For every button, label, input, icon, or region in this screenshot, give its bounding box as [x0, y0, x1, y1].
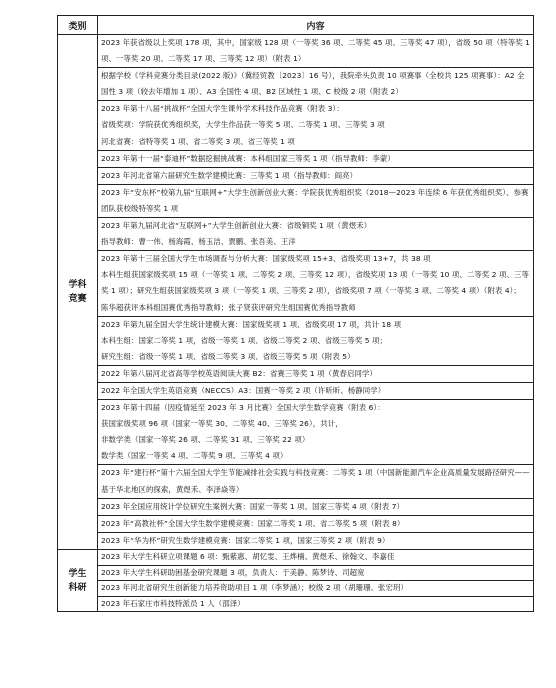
content-cell: 2023 年获省级以上奖项 178 项，其中，国家级 128 项（一等奖 36 项、二等奖 45 项、三等奖 47 项），省级 50 项（特等奖 1 项、一等奖 20 项、二等奖 17 项、三等奖 12 项）（附表 1） — [98, 35, 534, 68]
content-cell: 2023 年第十一届“泰迪杯”数据挖掘挑战赛：本科组国家三等奖 1 项（指导教师：李蒙） — [98, 150, 534, 167]
header-category: 类别 — [58, 16, 98, 35]
table-row — [58, 316, 534, 365]
table-row — [58, 218, 534, 251]
table-row — [58, 498, 534, 515]
content-cell: 根据学校《学科竞赛分类目录(2022 版)》（冀经贸教〔2023〕16 号），我院牵头负责 10 项赛事（全校共 125 项赛事）：A2 全国性 3 项（较去年增加 1 项）、A3 全国性 4 项、B2 区域性 1 项、C 校级 2 项（附表 2） — [98, 68, 534, 101]
table-row — [58, 565, 534, 581]
category-cell — [58, 549, 98, 611]
category-label: 学生科研 — [68, 568, 87, 593]
table-row — [58, 465, 534, 498]
content-cell: 2023 年第九届河北省“互联网+”大学生创新创业大赛：省级铜奖 1 项（黄煜禾） 指导教师：曹一伟、杨海霞、杨玉洁、贾鹏、张吾美、王洋 — [98, 218, 534, 251]
content-cell: 2023 年“建行杯”第十六届全国大学生节能减排社会实践与科技竞赛：二等奖 1 项（中国新能源汽车企业高质量发展路径研究——基于华北地区的探索，黄煜禾、李泽焱等） — [98, 465, 534, 498]
table-row — [58, 596, 534, 612]
header-content: 内容 — [98, 16, 534, 35]
table-row — [58, 150, 534, 167]
table-row — [58, 382, 534, 399]
content-cell: 2023 年第十四届（因疫情延至 2023 年 3 月比赛）全国大学生数学竞赛（附表 6）： 获国家级奖项 96 项（国家一等奖 30、二等奖 40、三等奖 26），共计， 非数学类（国家一等奖 26 项、二等奖 31 项、三等奖 22 项） 数学类（国家一等奖 4 项、二等奖 9 项、三等奖 4 项） — [98, 400, 534, 465]
table-row — [58, 68, 534, 101]
table-row — [58, 400, 534, 465]
table-row — [58, 581, 534, 597]
content-cell: 2023 年“安东杯”校第九届“互联网+”大学生创新创业大赛：学院获优秀组织奖（2018—2023 年连续 6 年获优秀组织奖）、参赛团队获校级特等奖 1 项 — [98, 184, 534, 217]
content-cell: 2023 年“华为杯”研究生数学建模竞赛：国家二等奖 1 项，国家三等奖 2 项（附表 9） — [98, 532, 534, 549]
category-cell — [58, 35, 98, 550]
table-row — [58, 35, 534, 68]
content-cell: 2023 年第十八届“挑战杯”全国大学生课外学术科技作品竞赛（附表 3）： 省级奖项：学院获优秀组织奖，大学生作品获一等奖 5 项、二等奖 1 项、三等奖 3 项 河北省赛：省特等奖 1 项、省二等奖 3 项、省三等奖 1 项 — [98, 101, 534, 150]
table-row — [58, 532, 534, 549]
content-cell: 2022 年第八届河北省高等学校英语阅读大赛 B2：省赛三等奖 1 项（黄春启同学） — [98, 365, 534, 382]
content-cell: 2023 年石家庄市科技特派员 1 人（邵泽） — [98, 596, 534, 612]
content-cell: 2023 年大学生科研助困基金研究课题 3 项，负责人：于美静、陈梦诗、司超宽 — [98, 565, 534, 581]
table-row — [58, 549, 534, 565]
table-row — [58, 515, 534, 532]
table-row — [58, 184, 534, 217]
content-cell: 2023 年第九届全国大学生统计建模大赛：国家级奖项 1 项、省级奖项 17 项，共计 18 项 本科生组：国家二等奖 1 项，省级一等奖 1 项、省级二等奖 2 项、省级三等奖 5 项； 研究生组：省级一等奖 1 项、省级二等奖 3 项、省级三等奖 5 项（附表 5） — [98, 316, 534, 365]
content-cell: 2023 年河北省第六届研究生数学建模比赛：三等奖 1 项（指导教师：阎亮） — [98, 167, 534, 184]
content-cell: 2023 年“高教社杯”全国大学生数学建模竞赛：国家二等奖 1 项、省二等奖 5 项（附表 8） — [98, 515, 534, 532]
content-cell: 2023 年全国应用统计学位研究生案例大赛：国家一等奖 1 项、国家三等奖 4 项（附表 7） — [98, 498, 534, 515]
content-cell: 2023 年大学生科研立项课题 6 项：甄紫惠、胡忆雯、王烨楠、黄煜禾、徐翰文、李嘉佳 — [98, 549, 534, 565]
table-row — [58, 251, 534, 316]
category-label: 学科竞赛 — [68, 279, 87, 304]
table-row — [58, 167, 534, 184]
header-row — [58, 16, 534, 35]
content-cell: 2023 年河北省研究生创新能力培养资助项目 1 项（李梦涵）；校级 2 项（胡珊珊、张宏玥） — [98, 581, 534, 597]
table-row — [58, 101, 534, 150]
awards-table — [57, 15, 534, 612]
document-page — [57, 15, 533, 612]
content-cell: 2023 年第十三届全国大学生市场调查与分析大赛：国家级奖项 15+3、省级奖项 13+7，共 38 项 本科生组获国家级奖项 15 项（一等奖 1 项、二等奖 2 项、三等奖 12 项），省级奖项 13 项（一等奖 10 项、二等奖 2 项、三等奖 1 项）；研究生组获国家级奖项 3 项（一等奖 1 项、三等奖 2 项），省级奖项 7 项（一等奖 3 项、二等奖 4 项）（附表 4）； 陈华超获评本科组国赛优秀指导教师；张子贤获评研究生组国赛优秀指导教师 — [98, 251, 534, 316]
table-row — [58, 365, 534, 382]
content-cell: 2022 年全国大学生英语竞赛（NECCS）A3：国赛一等奖 2 项（许昕昕、杨静同学） — [98, 382, 534, 399]
